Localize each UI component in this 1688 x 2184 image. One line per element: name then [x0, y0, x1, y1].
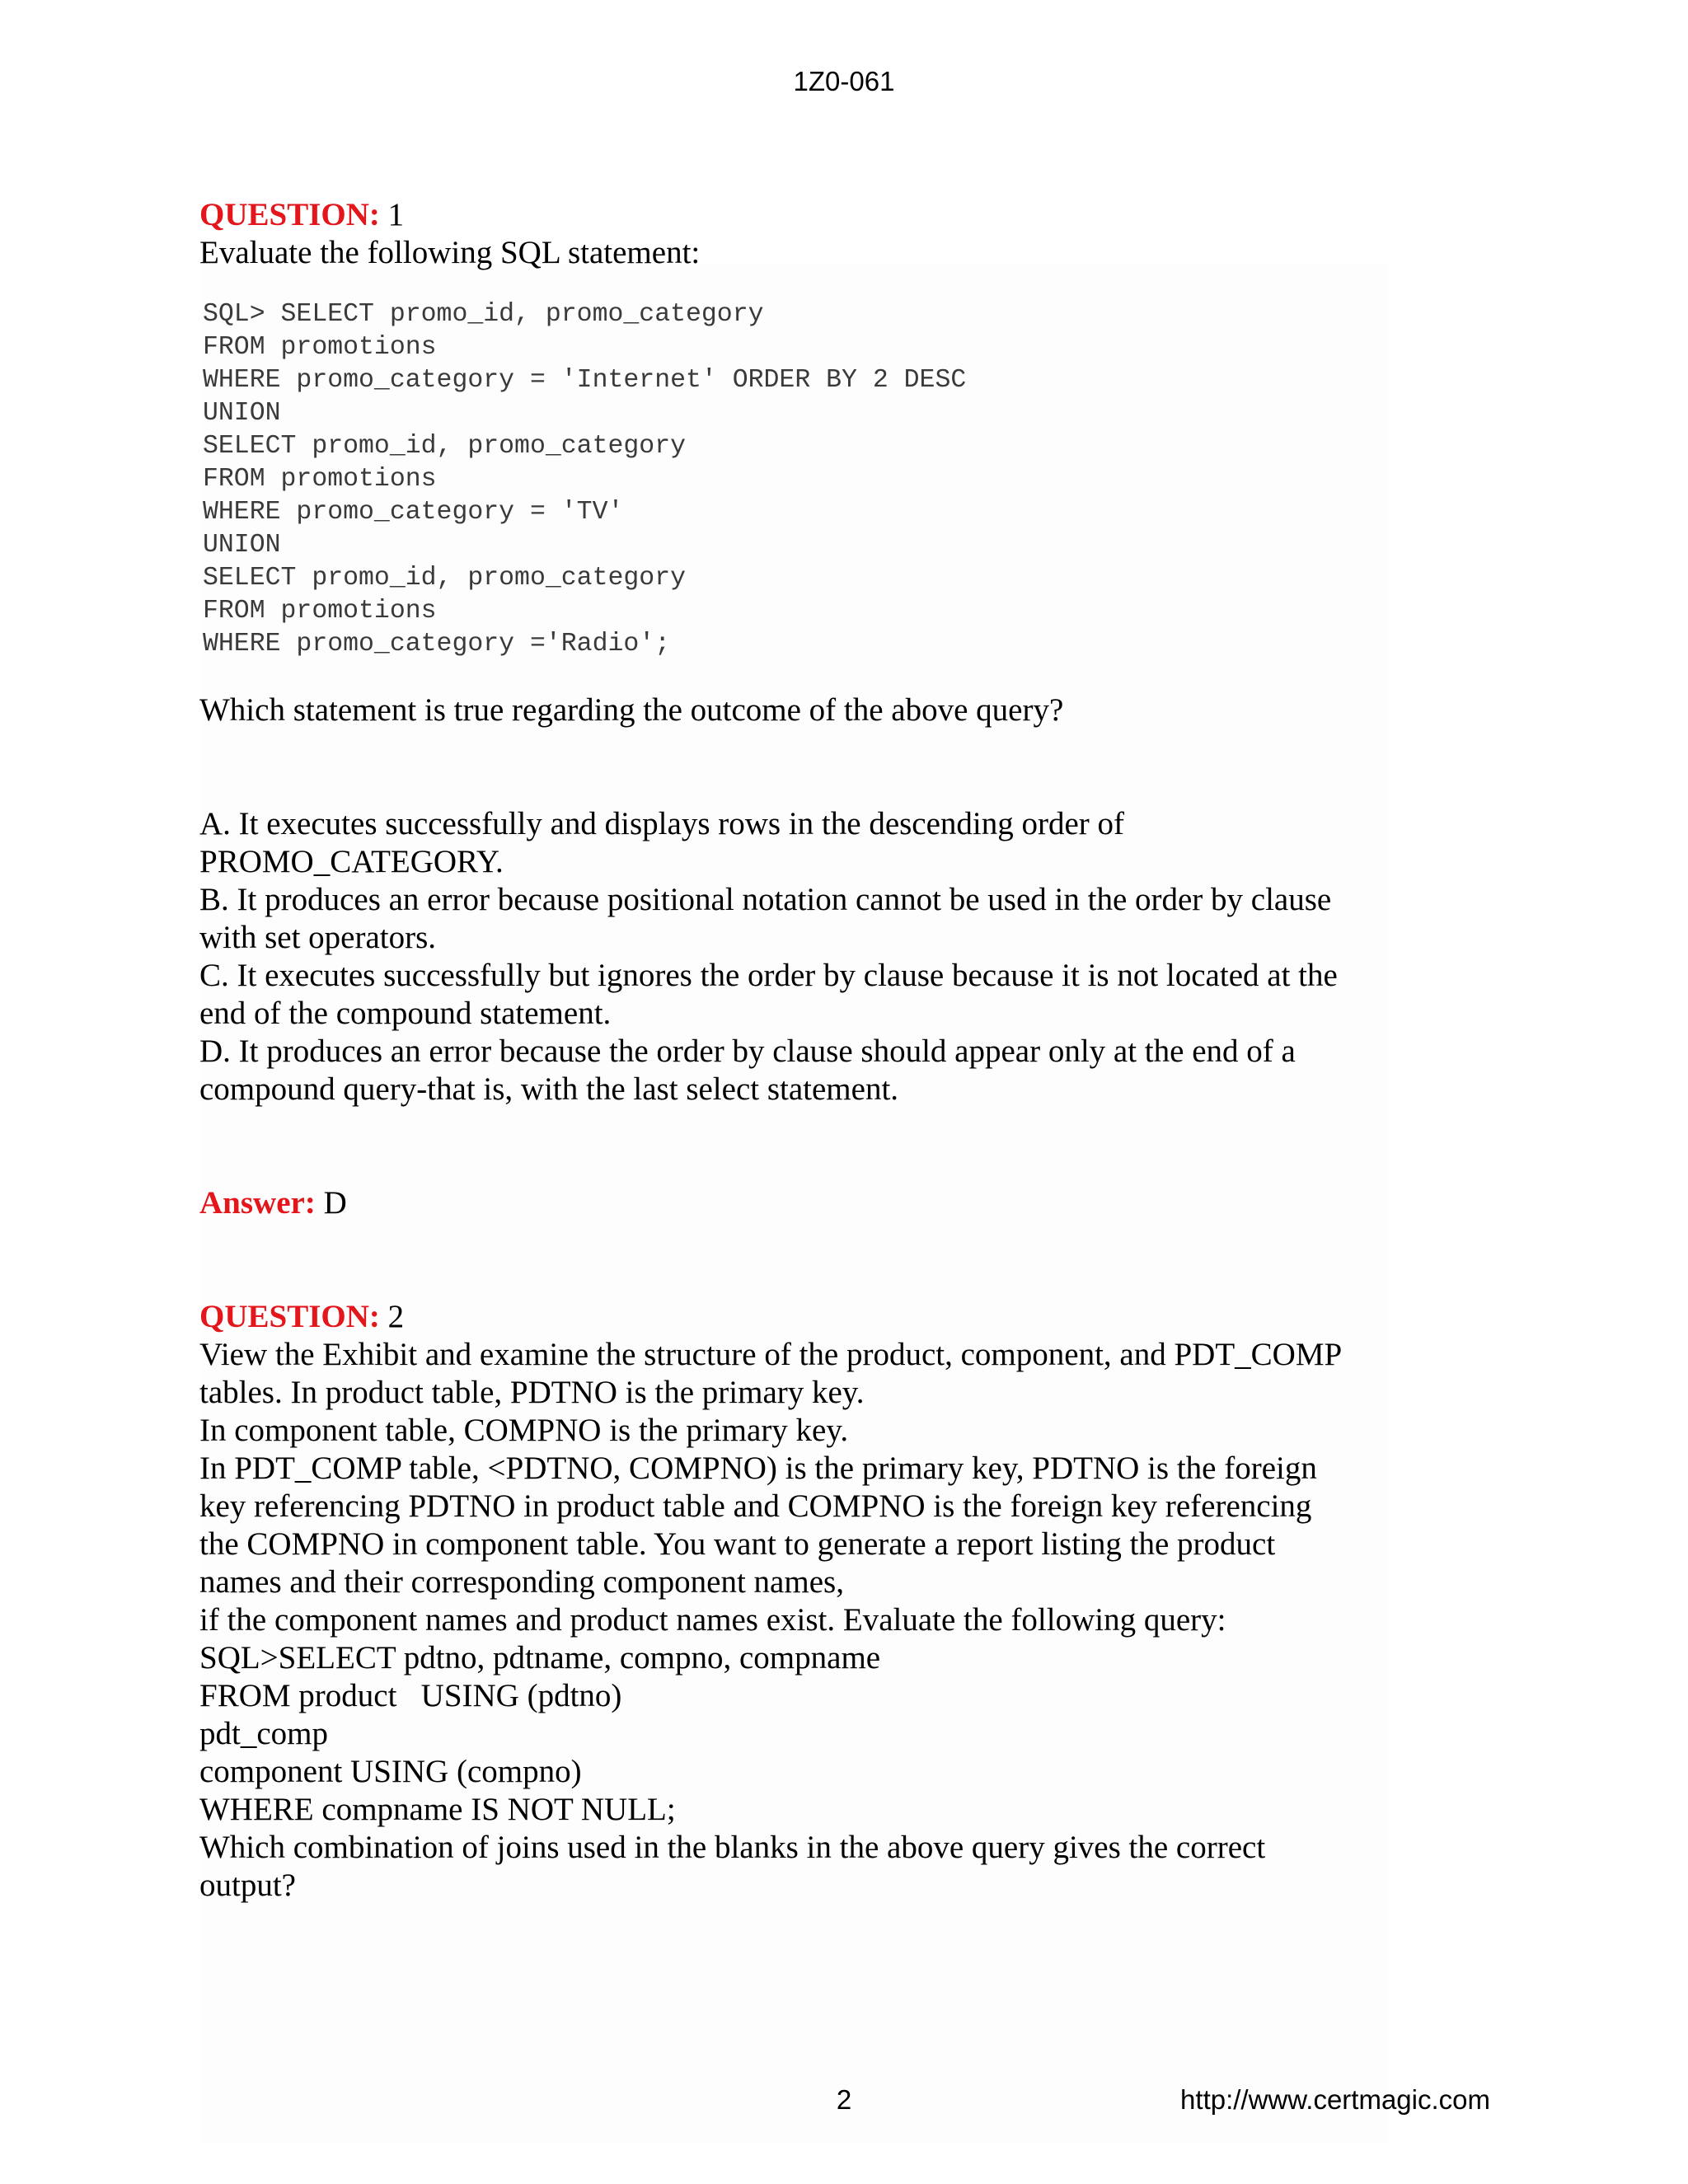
question-2-line: SQL>SELECT pdtno, pdtname, compno, compname: [199, 1640, 881, 1675]
question-1-number: 1: [379, 197, 405, 232]
answer-line: [199, 1184, 1436, 1222]
code-line: FROM promotions: [203, 597, 437, 626]
question-2-line: WHERE compname IS NOT NULL;: [199, 1792, 676, 1827]
code-line: UNION: [203, 399, 281, 428]
question-2-line: In component table, COMPNO is the primary key.: [199, 1413, 849, 1448]
code-line: WHERE promo_category ='Radio';: [203, 630, 671, 658]
option-a-line-1: A. It executes successfully and displays rows in the descending order of: [199, 806, 1125, 841]
question-2-number: 2: [379, 1299, 405, 1334]
code-line: SELECT promo_id, promo_category: [203, 564, 686, 593]
question-2-line: if the component names and product names exist. Evaluate the following query:: [199, 1602, 1226, 1638]
option-b-line-2: with set operators.: [199, 920, 437, 955]
option-c-line-1: C. It executes successfully but ignores the order by clause because it is not located at the: [199, 958, 1338, 993]
code-line: FROM promotions: [203, 333, 437, 362]
question-2-label: QUESTION:: [199, 1299, 380, 1334]
question-2-line: pdt_comp: [199, 1716, 328, 1751]
question-2-line: View the Exhibit and examine the structure of the product, component, and PDT_COMP: [199, 1337, 1343, 1372]
code-line: FROM promotions: [203, 465, 437, 494]
question-2-heading: [199, 1298, 1436, 1336]
footer-url: http://www.certmagic.com: [1180, 2084, 1490, 2115]
sql-code-block: [203, 298, 1436, 661]
question-2-line: tables. In product table, PDTNO is the primary key.: [199, 1375, 865, 1410]
code-line: SELECT promo_id, promo_category: [203, 432, 686, 461]
question-1-label: QUESTION:: [199, 197, 380, 232]
exam-code-header: 1Z0-061: [793, 66, 895, 96]
question-2-line: key referencing PDTNO in product table and COMPNO is the foreign key referencing: [199, 1488, 1312, 1524]
code-line: SQL> SELECT promo_id, promo_category: [203, 300, 764, 329]
question-2-line: output?: [199, 1868, 296, 1903]
question-1-prompt: Which statement is true regarding the outcome of the above query?: [199, 692, 1064, 728]
code-line: WHERE promo_category = 'TV': [203, 498, 624, 527]
answer-value: D: [315, 1185, 347, 1221]
option-d-line-2: compound query-that is, with the last select statement.: [199, 1071, 899, 1107]
question-2-line: component USING (compno): [199, 1754, 582, 1789]
question-2-line: the COMPNO in component table. You want to generate a report listing the product: [199, 1526, 1276, 1562]
question-2-line: Which combination of joins used in the blanks in the above query gives the correct: [199, 1830, 1266, 1865]
question-2-line: names and their corresponding component names,: [199, 1564, 844, 1600]
code-line: UNION: [203, 531, 281, 560]
question-1-heading: [199, 196, 1436, 234]
question-2-line: In PDT_COMP table, <PDTNO, COMPNO) is the primary key, PDTNO is the foreign: [199, 1451, 1317, 1486]
document-body: [199, 196, 1436, 1905]
answer-label: Answer:: [199, 1185, 316, 1221]
page-number: 2: [836, 2084, 852, 2115]
question-1-intro: Evaluate the following SQL statement:: [199, 235, 701, 270]
option-a-line-2: PROMO_CATEGORY.: [199, 844, 504, 879]
code-line: WHERE promo_category = 'Internet' ORDER BY 2 DESC: [203, 366, 967, 395]
option-c-line-2: end of the compound statement.: [199, 996, 612, 1031]
option-b-line-1: B. It produces an error because positional notation cannot be used in the order by clause: [199, 882, 1332, 917]
option-d-line-1: D. It produces an error because the order by clause should appear only at the end of a: [199, 1033, 1296, 1069]
question-2-line: FROM product USING (pdtno): [199, 1678, 622, 1713]
